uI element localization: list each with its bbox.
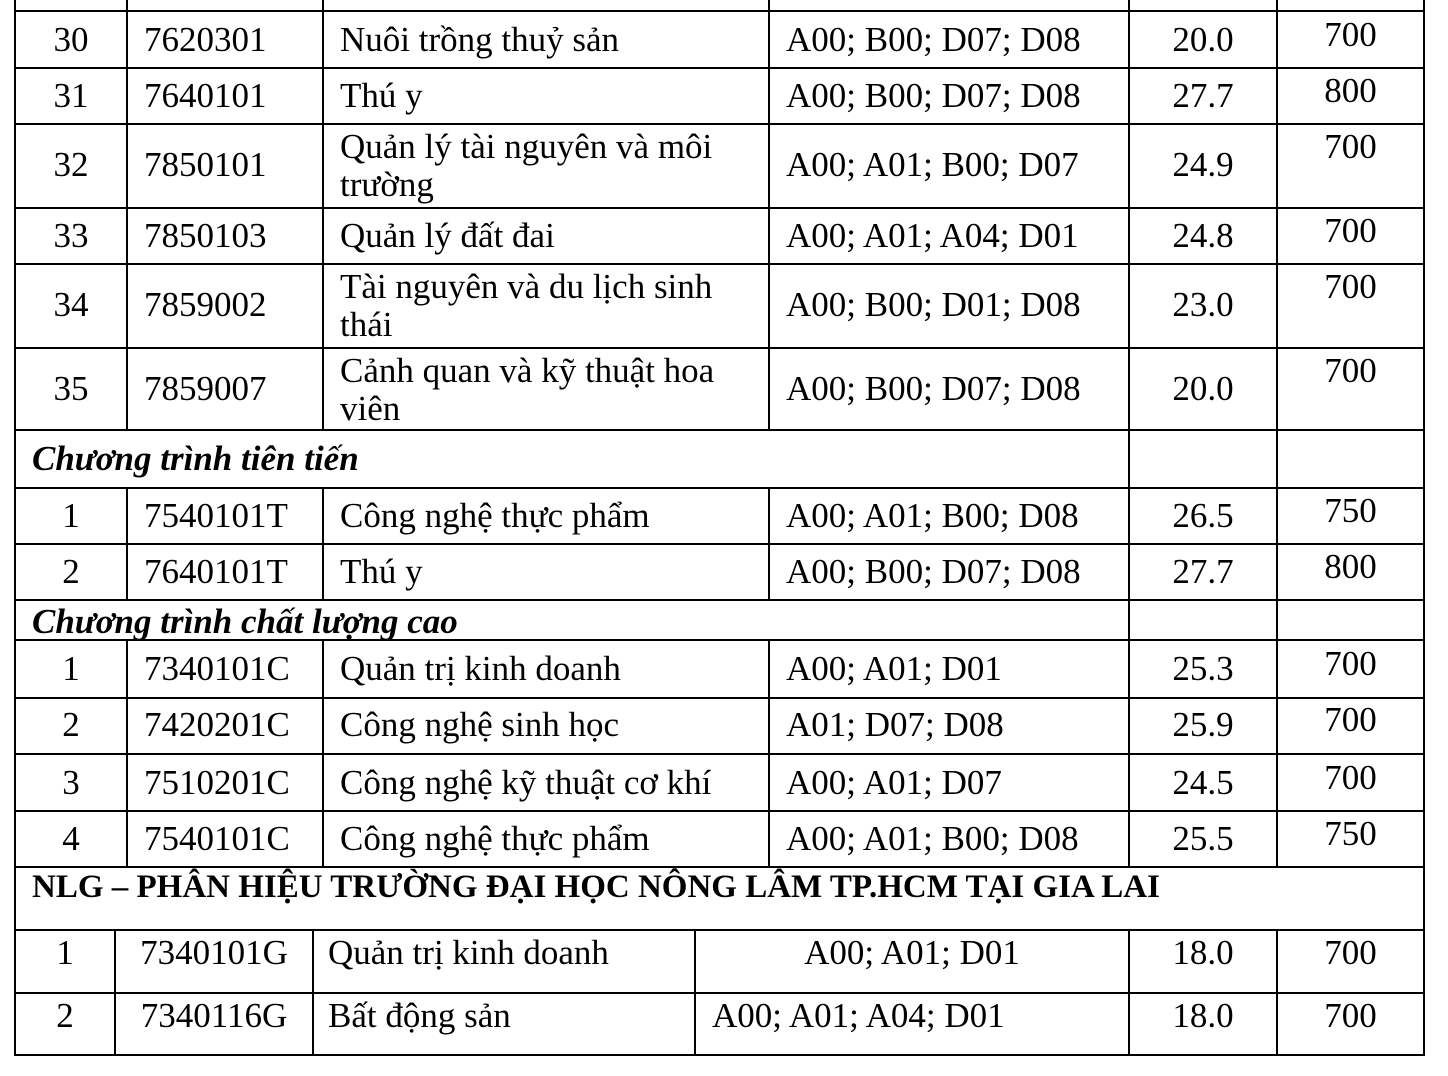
row-sat-score: 800 xyxy=(1324,547,1377,586)
row-divider xyxy=(14,67,1425,69)
row-divider xyxy=(14,810,1425,812)
row-stt: 31 xyxy=(53,76,89,115)
row-sat-score: 700 xyxy=(1324,933,1377,972)
row-stt: 3 xyxy=(62,763,80,802)
row-score: 24.5 xyxy=(1172,763,1234,802)
row-sat-score: 750 xyxy=(1324,814,1377,853)
row-major-name: Thú y xyxy=(340,76,423,115)
section-title-advanced: Chương trình tiên tiến xyxy=(32,439,359,478)
row-stt: 2 xyxy=(62,552,80,591)
col-divider xyxy=(126,0,128,430)
row-major-name: Bất động sản xyxy=(328,996,511,1035)
row-stt: 4 xyxy=(62,819,80,858)
row-score: 25.3 xyxy=(1172,649,1234,688)
row-score: 25.9 xyxy=(1172,705,1234,744)
row-subject-combos: A00; B00; D07; D08 xyxy=(786,76,1081,115)
row-major-name-line2: viên xyxy=(340,389,401,428)
row-divider xyxy=(14,347,1425,349)
row-code: 7510201C xyxy=(144,763,290,802)
row-sat-score: 700 xyxy=(1324,996,1377,1035)
row-stt: 1 xyxy=(56,933,74,972)
row-divider xyxy=(14,10,1425,12)
col-divider xyxy=(322,0,324,430)
row-major-name: Quản trị kinh doanh xyxy=(340,649,621,688)
row-code: 7850103 xyxy=(144,216,267,255)
row-score: 26.5 xyxy=(1172,496,1234,535)
row-code: 7620301 xyxy=(144,20,267,59)
row-major-name-line2: thái xyxy=(340,305,393,344)
row-major-name: Công nghệ thực phẩm xyxy=(340,496,650,535)
row-sat-score: 700 xyxy=(1324,644,1377,683)
row-subject-combos: A00; A01; B00; D08 xyxy=(786,819,1079,858)
row-stt: 2 xyxy=(56,996,74,1035)
row-major-name-line2: trường xyxy=(340,165,434,204)
row-divider xyxy=(14,753,1425,755)
row-divider xyxy=(14,992,1425,994)
row-major-name: Công nghệ sinh học xyxy=(340,705,620,744)
row-subject-combos: A00; B00; D01; D08 xyxy=(786,285,1081,324)
row-stt: 34 xyxy=(53,285,89,324)
row-sat-score: 700 xyxy=(1324,700,1377,739)
row-major-name: Nuôi trồng thuỷ sản xyxy=(340,20,620,59)
row-major-name-line1: Tài nguyên và du lịch sinh xyxy=(340,267,713,306)
row-score: 24.9 xyxy=(1172,145,1234,184)
row-subject-combos: A00; B00; D07; D08 xyxy=(786,369,1081,408)
row-code: 7420201C xyxy=(144,705,290,744)
row-major-name: Công nghệ thực phẩm xyxy=(340,819,650,858)
row-score: 23.0 xyxy=(1172,285,1234,324)
row-code: 7850101 xyxy=(144,145,267,184)
table-border-right xyxy=(1423,0,1425,1056)
section-title-gia-lai-campus: NLG – PHÂN HIỆU TRƯỜNG ĐẠI HỌC NÔNG LÂM TP.HCM TẠI GIA LAI xyxy=(32,869,1160,905)
row-stt: 32 xyxy=(53,145,89,184)
row-sat-score: 700 xyxy=(1324,267,1377,306)
row-major-name: Thú y xyxy=(340,552,423,591)
row-code: 7340116G xyxy=(140,996,288,1035)
row-subject-combos: A00; B00; D07; D08 xyxy=(786,20,1081,59)
row-subject-combos: A00; A01; A04; D01 xyxy=(712,996,1005,1035)
row-score: 27.7 xyxy=(1172,76,1234,115)
row-code: 7540101C xyxy=(144,819,290,858)
row-divider xyxy=(14,697,1425,699)
row-score: 25.5 xyxy=(1172,819,1234,858)
row-score: 18.0 xyxy=(1172,996,1234,1035)
row-divider xyxy=(14,123,1425,125)
row-code: 7859002 xyxy=(144,285,267,324)
row-stt: 33 xyxy=(53,216,89,255)
row-score: 18.0 xyxy=(1172,933,1234,972)
row-subject-combos: A00; A01; D01 xyxy=(804,933,1020,972)
row-divider xyxy=(14,599,1425,601)
row-subject-combos: A01; D07; D08 xyxy=(786,705,1004,744)
row-code: 7640101T xyxy=(144,552,288,591)
row-stt: 30 xyxy=(53,20,89,59)
row-subject-combos: A00; A01; A04; D01 xyxy=(786,216,1079,255)
row-stt: 35 xyxy=(53,369,89,408)
row-score: 20.0 xyxy=(1172,20,1234,59)
row-code: 7859007 xyxy=(144,369,267,408)
row-stt: 1 xyxy=(62,496,80,535)
row-sat-score: 700 xyxy=(1324,211,1377,250)
row-subject-combos: A00; A01; D01 xyxy=(786,649,1002,688)
row-major-name: Quản lý đất đai xyxy=(340,216,555,255)
row-stt: 2 xyxy=(62,705,80,744)
row-code: 7540101T xyxy=(144,496,288,535)
row-divider xyxy=(14,429,1425,431)
row-divider xyxy=(14,263,1425,265)
row-stt: 1 xyxy=(62,649,80,688)
row-major-name-line1: Cảnh quan và kỹ thuật hoa xyxy=(340,351,715,390)
row-code: 7640101 xyxy=(144,76,267,115)
row-code: 7340101C xyxy=(144,649,290,688)
row-score: 20.0 xyxy=(1172,369,1234,408)
row-sat-score: 700 xyxy=(1324,351,1377,390)
row-code: 7340101G xyxy=(140,933,288,972)
row-subject-combos: A00; A01; D07 xyxy=(786,763,1002,802)
row-subject-combos: A00; A01; B00; D08 xyxy=(786,496,1079,535)
row-divider xyxy=(14,207,1425,209)
row-sat-score: 700 xyxy=(1324,127,1377,166)
row-sat-score: 750 xyxy=(1324,491,1377,530)
row-sat-score: 700 xyxy=(1324,758,1377,797)
col-divider xyxy=(768,0,770,430)
row-major-name: Quản trị kinh doanh xyxy=(328,933,609,972)
row-major-name: Công nghệ kỹ thuật cơ khí xyxy=(340,763,712,802)
row-subject-combos: A00; A01; B00; D07 xyxy=(786,145,1079,184)
row-sat-score: 800 xyxy=(1324,71,1377,110)
row-subject-combos: A00; B00; D07; D08 xyxy=(786,552,1081,591)
row-divider xyxy=(14,929,1425,931)
table-border-bottom xyxy=(14,1054,1425,1056)
row-major-name-line1: Quản lý tài nguyên và môi xyxy=(340,127,713,166)
row-score: 27.7 xyxy=(1172,552,1234,591)
row-divider xyxy=(14,487,1425,489)
row-divider xyxy=(14,543,1425,545)
row-score: 24.8 xyxy=(1172,216,1234,255)
row-sat-score: 700 xyxy=(1324,15,1377,54)
section-title-high-quality: Chương trình chất lượng cao xyxy=(32,602,458,641)
